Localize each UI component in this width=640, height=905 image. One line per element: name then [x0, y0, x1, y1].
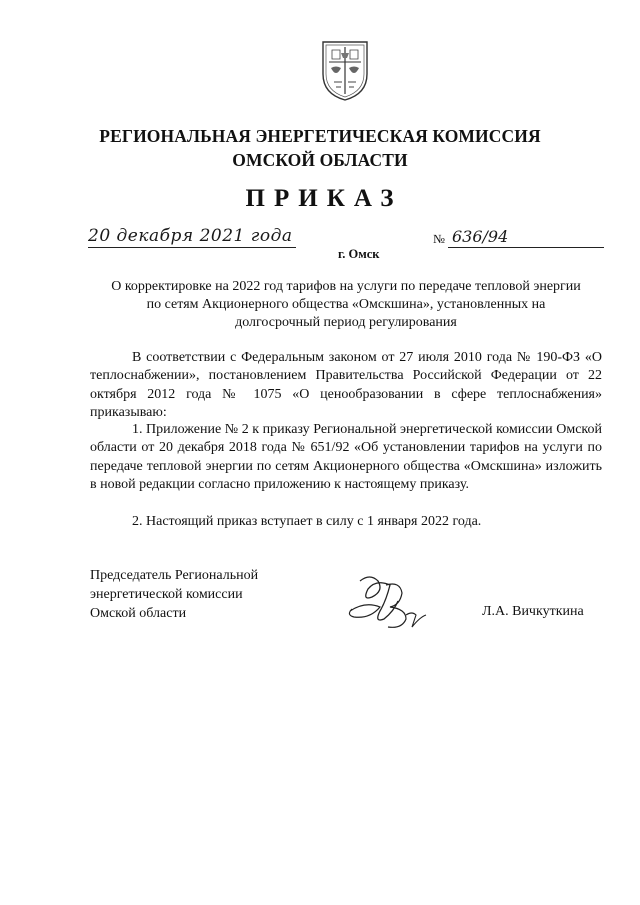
organization-name-line2: ОМСКОЙ ОБЛАСТИ [232, 150, 408, 170]
order-subject [86, 278, 606, 332]
date-underline [88, 247, 296, 248]
subject-line: по сетям Акционерного общества «Омскшина», установленных на [146, 297, 546, 312]
city-label: г. Омск [338, 247, 380, 261]
handwritten-number: 636/94 [452, 227, 509, 246]
number-underline [448, 247, 604, 248]
handwritten-signature-icon [340, 571, 440, 637]
preamble-paragraph: В соответствии с Федеральным законом от 27 июля 2010 года № 190-ФЗ «О теплоснабжении», постановлением Правительства Российской Федерации от 22 октября 2012 года № 1075 «О ценообразовании в сфере теплоснабжения» приказываю: [90, 350, 602, 420]
signatory-title [90, 566, 258, 623]
signatory-name: Л.А. Вичкуткина [482, 604, 584, 619]
number-label: № [433, 232, 445, 246]
handwritten-date: 20 декабря 2021 года [88, 226, 293, 246]
signatory-title-line: Председатель Региональной [90, 568, 259, 583]
coat-of-arms-icon [318, 38, 372, 102]
subject-line: долгосрочный период регулирования [235, 315, 457, 330]
signatory-title-line: Омской области [90, 606, 187, 621]
order-item-2: 2. Настоящий приказ вступает в силу с 1 января 2022 года. [132, 514, 482, 529]
organization-name-line1: РЕГИОНАЛЬНАЯ ЭНЕРГЕТИЧЕСКАЯ КОМИССИЯ [99, 126, 541, 146]
subject-line: О корректировке на 2022 год тарифов на услуги по передаче тепловой энергии [111, 279, 581, 294]
document-type-title: ПРИКАЗ [245, 185, 403, 212]
order-item-1: 1. Приложение № 2 к приказу Региональной энергетической комиссии Омской области от 20 декабря 2018 года № 651/92 «Об установлении тарифов на услуги по передаче тепловой энергии по сетям Акционерного общества «Омскшина» изложить в новой редакции согласно приложению к настоящему приказу. [90, 422, 602, 492]
signatory-title-line: энергетической комиссии [90, 587, 243, 602]
